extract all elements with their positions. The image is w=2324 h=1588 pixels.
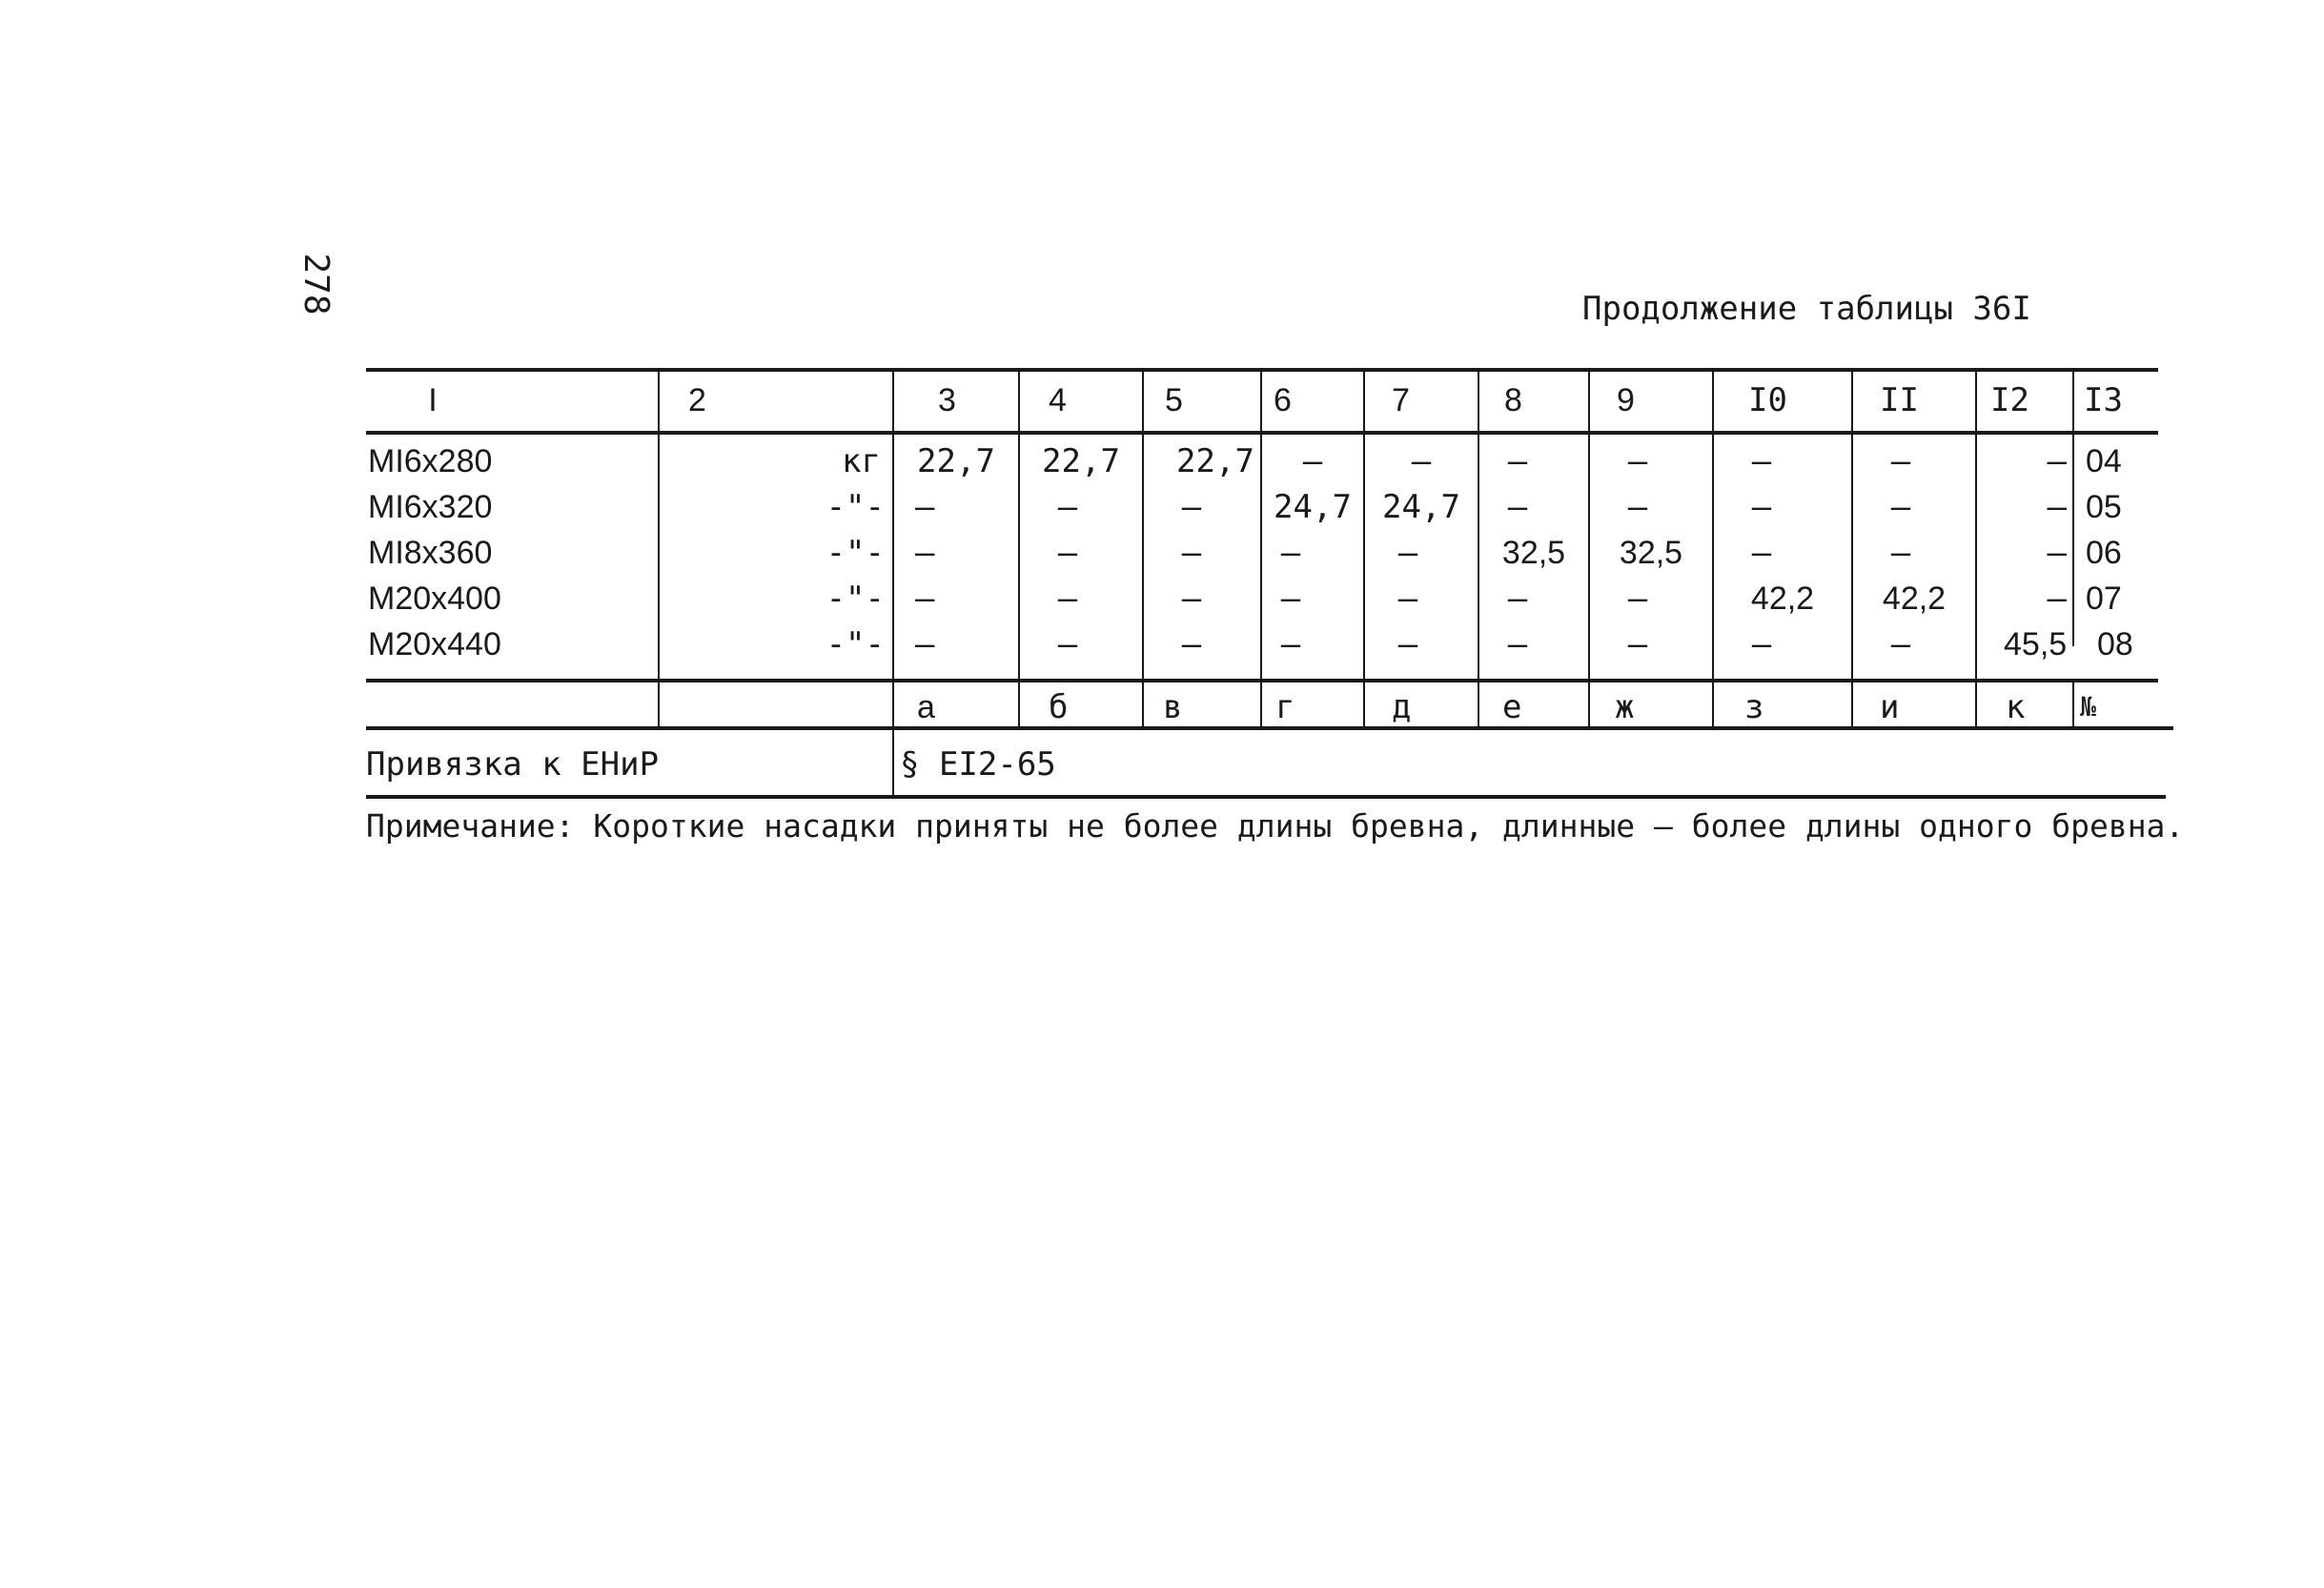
binding-bottom-rule <box>366 795 2166 799</box>
row-value: 24,7 <box>1274 488 1352 526</box>
binding-value: § EI2-65 <box>900 745 1056 784</box>
header-bottom-rule <box>366 431 2158 435</box>
header-cell: 3 <box>938 382 956 418</box>
header-cell: 4 <box>1049 382 1067 418</box>
row-value: – <box>1181 625 1202 663</box>
table-note: Примечание: Короткие насадки приняты не более длины бревна, длинные – более длины одного бревна. <box>366 807 2185 845</box>
row-value: 42,2 <box>1882 580 1947 617</box>
row-value: – <box>1751 625 1772 663</box>
table-continuation-title: Продолжение таблицы 36I <box>1582 290 2031 328</box>
row-value: – <box>1890 442 1911 480</box>
row-value: – <box>2047 488 2067 526</box>
row-unit: -"- <box>826 625 885 663</box>
row-value: 45,5 <box>2004 626 2068 662</box>
row-value: – <box>1751 488 1772 526</box>
row-value: – <box>1280 534 1301 572</box>
row-name: MI8x360 <box>368 535 493 571</box>
row-value: – <box>1302 442 1323 480</box>
page-number: 278 <box>296 253 336 316</box>
row-code: 04 <box>2086 443 2122 479</box>
row-unit: кг <box>842 442 881 480</box>
row-value: – <box>915 488 935 526</box>
row-value: – <box>1181 534 1202 572</box>
row-unit: -"- <box>826 580 885 618</box>
header-cell: I0 <box>1748 381 1787 419</box>
letter-code: з <box>1744 688 1764 726</box>
row-value: – <box>1397 580 1418 618</box>
row-value: – <box>1057 580 1078 618</box>
letter-code: а <box>917 689 935 725</box>
row-value: 22,7 <box>1176 442 1254 480</box>
header-cell: 8 <box>1504 382 1522 418</box>
header-cell: I3 <box>2084 381 2123 419</box>
header-cell: 2 <box>688 382 706 418</box>
row-value: – <box>1280 625 1301 663</box>
letter-code: ж <box>1615 688 1635 726</box>
row-name: M20x400 <box>368 580 501 617</box>
row-value: – <box>915 534 935 572</box>
row-unit: -"- <box>826 534 885 572</box>
row-value: – <box>1397 625 1418 663</box>
row-value: – <box>1890 488 1911 526</box>
row-value: – <box>2047 534 2067 572</box>
row-code: 07 <box>2086 580 2122 617</box>
row-value: – <box>1057 488 1078 526</box>
row-value: 24,7 <box>1382 488 1460 526</box>
row-code: 06 <box>2086 535 2122 571</box>
row-value: 22,7 <box>1042 442 1120 480</box>
row-value: – <box>1751 442 1772 480</box>
col-divider-12b <box>2072 679 2074 726</box>
letter-code: д <box>1392 688 1412 726</box>
row-value: 32,5 <box>1501 535 1566 571</box>
letter-code: б <box>1049 688 1069 726</box>
row-value: – <box>1890 534 1911 572</box>
letter-code: и <box>1880 688 1900 726</box>
row-value: – <box>2047 580 2067 618</box>
letter-code: в <box>1163 688 1183 726</box>
letter-code: г <box>1275 688 1295 726</box>
row-unit: -"- <box>826 488 885 526</box>
row-name: M20x440 <box>368 626 501 662</box>
row-value: 32,5 <box>1619 535 1683 571</box>
table-top-rule <box>366 368 2158 372</box>
header-cell: 5 <box>1165 382 1183 418</box>
row-name: MI6x320 <box>368 489 493 525</box>
row-value: – <box>915 625 935 663</box>
col-divider-12 <box>2072 370 2074 646</box>
col-divider-2 <box>892 370 894 797</box>
row-value: – <box>1507 442 1528 480</box>
letter-code: № <box>2080 691 2096 723</box>
header-cell: 7 <box>1392 382 1410 418</box>
row-name: MI6x280 <box>368 443 493 479</box>
row-code: 05 <box>2086 489 2122 525</box>
header-cell: 9 <box>1617 382 1635 418</box>
row-value: – <box>1627 442 1648 480</box>
binding-label: Привязка к ЕНиР <box>366 745 660 784</box>
row-value: – <box>1181 488 1202 526</box>
row-value: – <box>1627 488 1648 526</box>
body-bottom-rule <box>366 679 2158 682</box>
row-value: – <box>1627 580 1648 618</box>
row-value: – <box>1507 488 1528 526</box>
letter-code: е <box>1502 688 1522 726</box>
row-value: – <box>2047 442 2067 480</box>
col-divider-1 <box>658 370 660 726</box>
row-value: – <box>1057 625 1078 663</box>
row-value: – <box>1627 625 1648 663</box>
row-value: – <box>915 580 935 618</box>
row-value: 22,7 <box>917 442 995 480</box>
row-value: – <box>1507 580 1528 618</box>
row-value: – <box>1751 534 1772 572</box>
row-value: – <box>1411 442 1432 480</box>
header-cell: II <box>1880 381 1919 419</box>
header-cell: I <box>428 382 438 418</box>
letter-code: к <box>2006 688 2026 726</box>
row-value: – <box>1397 534 1418 572</box>
row-value: – <box>1890 625 1911 663</box>
letters-bottom-rule <box>366 726 2173 730</box>
header-cell: 6 <box>1274 382 1292 418</box>
row-code: 08 <box>2097 626 2133 662</box>
row-value: – <box>1057 534 1078 572</box>
row-value: – <box>1280 580 1301 618</box>
header-cell: I2 <box>1990 381 2029 419</box>
row-value: 42,2 <box>1750 580 1815 617</box>
row-value: – <box>1507 625 1528 663</box>
row-value: – <box>1181 580 1202 618</box>
